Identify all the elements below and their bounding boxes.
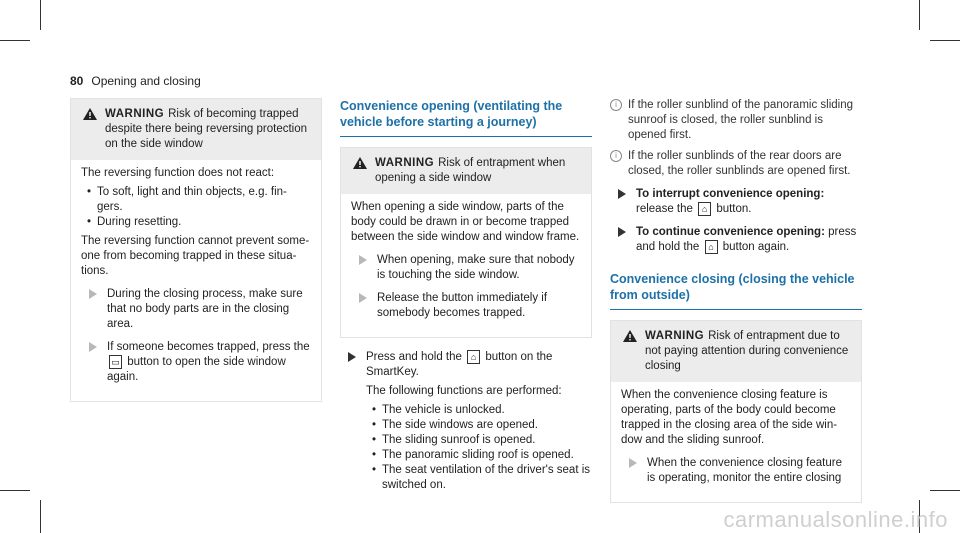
- list-item: • The panoramic sliding roof is opened.: [366, 448, 592, 463]
- step: [621, 456, 851, 486]
- paragraph: When the convenience closing feature is operating, parts of the body could become trapped in the closing area of the side win-dow and the sliding sunroof.: [621, 389, 838, 447]
- step: [351, 253, 581, 283]
- step: [610, 187, 862, 217]
- warning-header: [341, 148, 591, 194]
- warning-label: WARNING: [375, 157, 435, 169]
- warning-header: [71, 99, 321, 160]
- crop-mark: [919, 0, 920, 30]
- arrow-icon: [89, 289, 97, 299]
- unlock-key-icon: ⌂: [698, 202, 711, 216]
- warning-box: [610, 320, 862, 503]
- section-heading: Convenience opening (ventilating the vehicle before starting a journey): [340, 98, 592, 137]
- step: [610, 225, 862, 255]
- unlock-key-icon: ⌂: [467, 350, 480, 364]
- paragraph: When opening a side window, parts of the body could be drawn in or become trapped between the side window and window frame.: [351, 201, 580, 243]
- section-heading: Convenience closing (closing the vehicle from outside): [610, 271, 862, 310]
- list-item: • The seat ventilation of the driver's seat is switched on.: [366, 463, 592, 493]
- arrow-icon: [618, 227, 626, 237]
- step-text: press and hold the: [636, 226, 857, 254]
- step-label: To interrupt convenience opening:: [636, 188, 825, 200]
- crop-mark: [40, 500, 41, 533]
- list-item: • The side windows are opened.: [366, 418, 592, 433]
- arrow-icon: [348, 352, 356, 362]
- info-text: If the roller sunblinds of the rear doors are closed, the roller sunblinds are opened first.: [628, 150, 851, 177]
- watermark: carmanualsonline.info: [723, 507, 948, 532]
- step-text: Press and hold the: [366, 351, 462, 364]
- step-text: Release the button immediately if somebody becomes trapped.: [377, 292, 548, 319]
- unlock-key-icon: ⌂: [705, 240, 718, 254]
- crop-mark: [930, 40, 960, 41]
- arrow-icon: [89, 342, 97, 352]
- info-text: If the roller sunblind of the panoramic sliding sunroof is closed, the roller sunblind is opened first.: [628, 99, 854, 141]
- warning-box: [340, 147, 592, 338]
- warning-title: Risk of entrapment when opening a side window: [375, 157, 566, 184]
- info-note: [610, 98, 862, 143]
- list-item: • To soft, light and thin objects, e.g. fin-gers.: [81, 185, 311, 215]
- bullet-list: [81, 185, 311, 230]
- info-icon: i: [610, 150, 622, 162]
- step-text: button again.: [722, 241, 790, 254]
- step-text: release the: [636, 203, 693, 216]
- section-title: Opening and closing: [91, 74, 201, 88]
- warning-triangle-icon: [353, 157, 367, 169]
- warning-body: [611, 382, 861, 502]
- step: [81, 287, 311, 332]
- warning-label: WARNING: [105, 108, 165, 120]
- paragraph: The following functions are performed:: [366, 385, 562, 398]
- crop-mark: [40, 0, 41, 30]
- info-icon: i: [610, 99, 622, 111]
- crop-mark: [930, 490, 960, 491]
- warning-triangle-icon: [623, 330, 637, 342]
- step-text: button.: [716, 203, 752, 216]
- step-text: When opening, make sure that nobody is touching the side window.: [377, 254, 575, 281]
- warning-body: [71, 160, 321, 401]
- list-item: • During resetting.: [81, 215, 311, 230]
- warning-body: [341, 194, 591, 337]
- step-text: button to open the side window again.: [107, 356, 286, 384]
- warning-box: [70, 98, 322, 402]
- lock-key-icon: ▭: [109, 355, 122, 369]
- column-1: [70, 98, 322, 402]
- list-item: • The sliding sunroof is opened.: [366, 433, 592, 448]
- paragraph: The reversing function does not react:: [81, 167, 275, 179]
- arrow-icon: [629, 458, 637, 468]
- info-note: [610, 149, 862, 179]
- arrow-icon: [359, 255, 367, 265]
- arrow-icon: [359, 293, 367, 303]
- warning-label: WARNING: [645, 330, 705, 343]
- step: [351, 291, 581, 321]
- column-2: [340, 98, 592, 501]
- step-text: button on the SmartKey.: [366, 351, 553, 379]
- step-text: If someone becomes trapped, press the: [107, 341, 310, 353]
- step: [81, 340, 311, 385]
- step-label: To continue convenience opening:: [636, 226, 825, 239]
- bullet-list: [366, 403, 592, 493]
- list-item: • The vehicle is unlocked.: [366, 403, 592, 418]
- step-text: When the convenience closing feature is operating, monitor the entire closing: [647, 457, 842, 485]
- step: [340, 350, 592, 493]
- step-text: During the closing process, make sure that no body parts are in the closing area.: [107, 288, 303, 330]
- crop-mark: [0, 490, 30, 491]
- crop-mark: [0, 40, 30, 41]
- warning-triangle-icon: [83, 108, 97, 120]
- warning-title: Risk of becoming trapped despite there being reversing protection on the side window: [105, 108, 308, 150]
- page-header: [70, 74, 201, 89]
- page-number: 80: [70, 74, 84, 88]
- warning-header: [611, 321, 861, 382]
- arrow-icon: [618, 189, 626, 199]
- column-3: [610, 98, 862, 503]
- warning-title: Risk of entrapment due to not paying attention during convenience closing: [645, 330, 849, 373]
- paragraph: The reversing function cannot prevent some-one from becoming trapped in these situa-tions.: [81, 235, 310, 277]
